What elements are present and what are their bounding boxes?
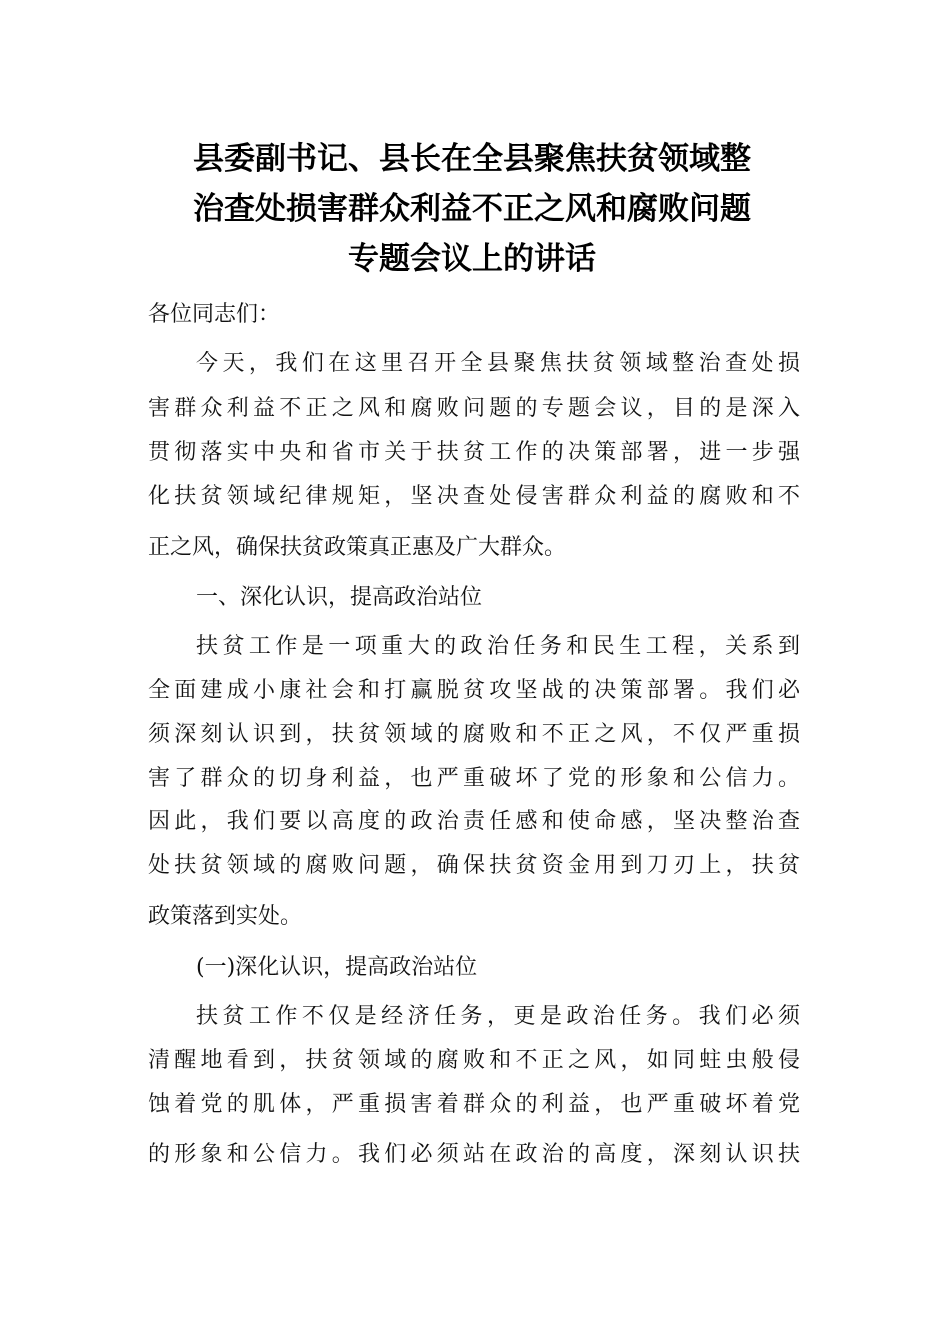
body-line: 今天，我们在这里召开全县聚焦扶贫领域整治查处损 [196,351,800,376]
body-line: 全面建成小康社会和打赢脱贫攻坚战的决策部署。我们必 [148,678,800,703]
title-line-2: 治查处损害群众利益不正之风和腐败问题 [193,191,751,227]
body-line: 须深刻认识到，扶贫领域的腐败和不正之风，不仅严重损 [148,722,800,747]
body-line: 正之风，确保扶贫政策真正惠及广大群众。 [148,535,567,560]
body-line: 贯彻落实中央和省市关于扶贫工作的决策部署，进一步强 [148,440,800,465]
body-line: 的形象和公信力。我们必须站在政治的高度，深刻认识扶 [148,1142,800,1167]
body-line: 清醒地看到，扶贫领域的腐败和不正之风，如同蛀虫般侵 [148,1048,800,1073]
body-line: 因此，我们要以高度的政治责任感和使命感，坚决整治查 [148,809,800,834]
body-line: 害了群众的切身利益，也严重破坏了党的形象和公信力。 [148,766,800,791]
body-line: 害群众利益不正之风和腐败问题的专题会议，目的是深入 [148,396,800,421]
document-title [147,134,797,284]
body-line: 处扶贫领域的腐败问题，确保扶贫资金用到刀刃上，扶贫 [148,853,800,878]
body-line: 化扶贫领域纪律规矩，坚决查处侵害群众利益的腐败和不 [148,484,800,509]
salutation: 各位同志们： [148,302,281,327]
section-heading: 一、深化认识，提高政治站位 [196,585,483,610]
body-line: 政策落到实处。 [148,904,303,929]
body-line: 蚀着党的肌体，严重损害着群众的利益，也严重破坏着党 [148,1092,800,1117]
title-line-3: 专题会议上的讲话 [348,241,596,277]
title-line-1: 县委副书记、县长在全县聚焦扶贫领域整 [193,141,751,177]
subsection-heading: (一)深化认识，提高政治站位 [196,955,478,980]
body-line: 扶贫工作不仅是经济任务，更是政治任务。我们必须 [196,1004,800,1029]
body-line: 扶贫工作是一项重大的政治任务和民生工程，关系到 [196,634,800,659]
